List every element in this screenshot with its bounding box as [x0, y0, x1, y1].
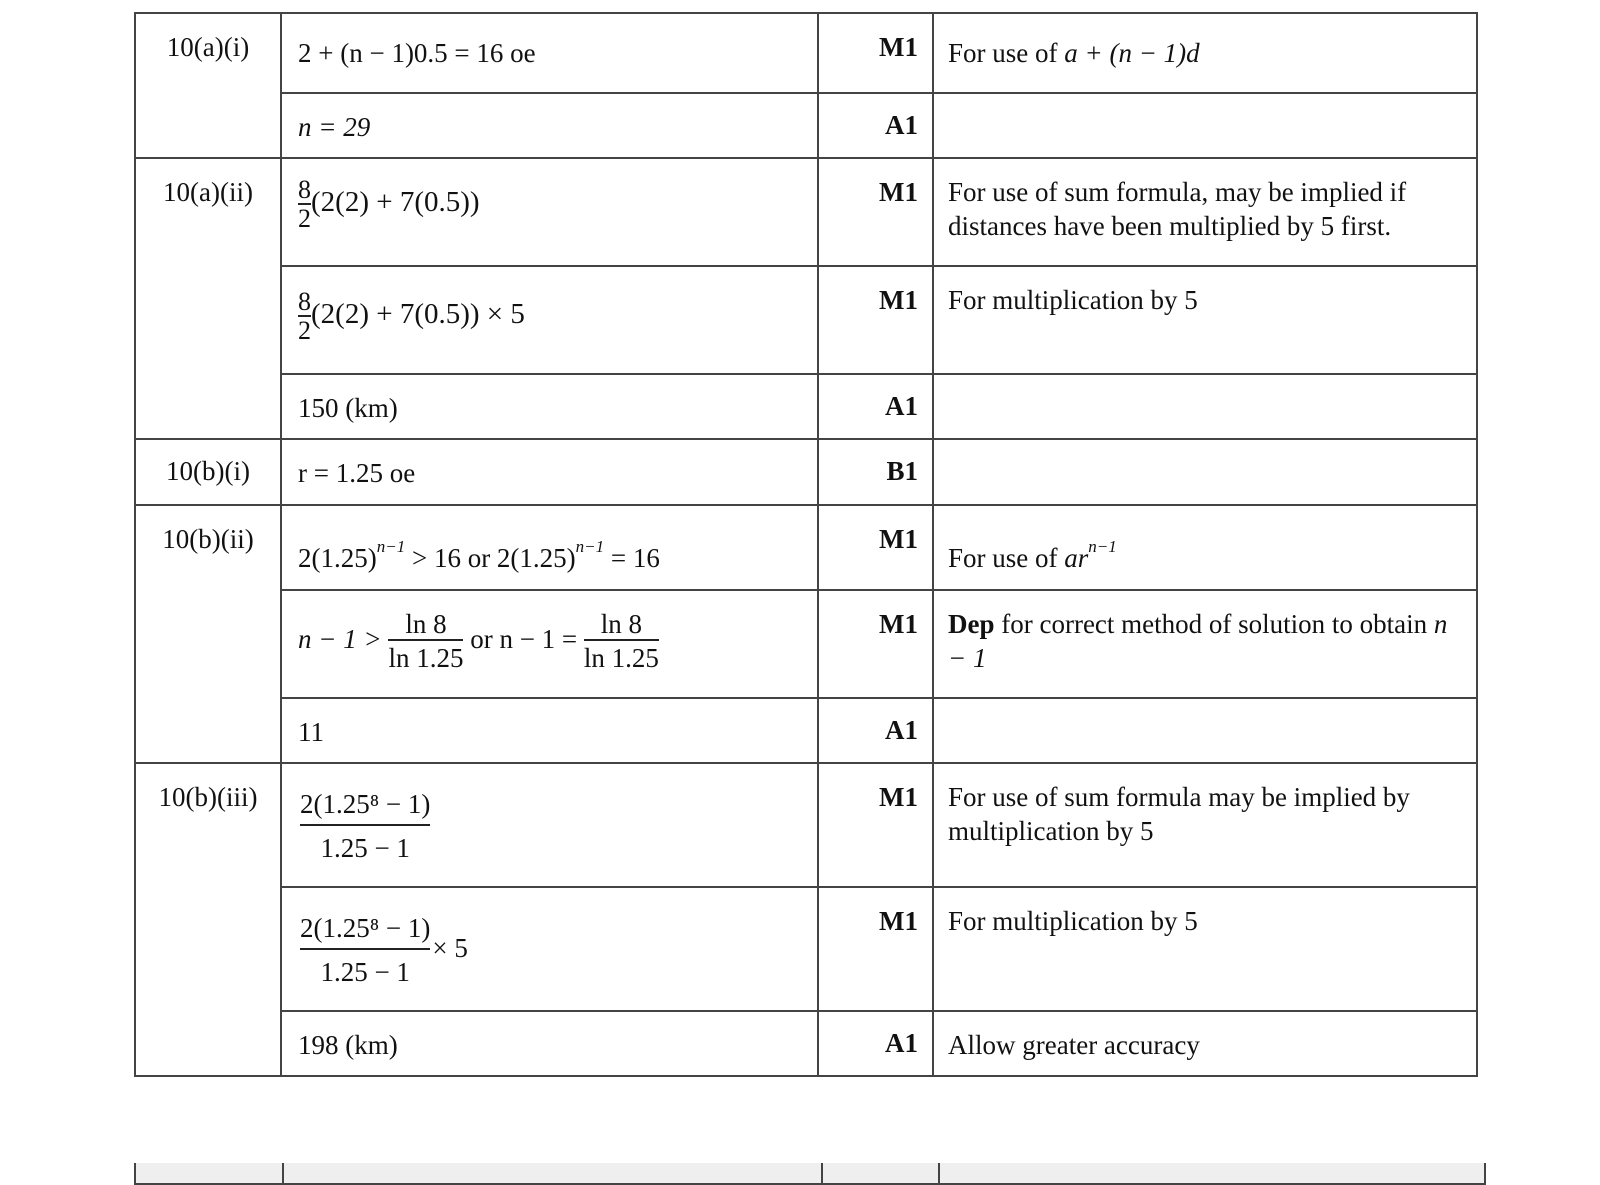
answer-cell	[281, 93, 818, 158]
mark-cell	[818, 698, 933, 763]
guidance-cell	[933, 590, 1477, 698]
mark-cell	[818, 763, 933, 887]
mark-cell	[818, 1011, 933, 1076]
answer-cell	[281, 266, 818, 374]
answer-text: n − 1 > $\frac{\ln 8}{\ln 1.25}$ or n − 1 = $\frac{\ln 8}{\ln 1.25}$	[298, 609, 659, 673]
mark: M1	[879, 906, 918, 936]
guidance-text: For use of	[948, 543, 1065, 573]
table-row	[135, 93, 1477, 158]
answer-text: 11	[298, 717, 324, 747]
question-number: 10(a)(ii)	[163, 177, 253, 207]
table-row	[135, 505, 1477, 590]
guidance-cell	[933, 374, 1477, 439]
guidance-text: For multiplication by 5	[948, 906, 1198, 936]
table-row	[135, 439, 1477, 505]
fraction: $\frac{\ln 8}{\ln 1.25}$	[583, 609, 659, 673]
guidance-text: For multiplication by 5	[948, 285, 1198, 315]
answer-cell	[281, 887, 818, 1011]
answer-text: × 5	[432, 933, 468, 964]
mark: A1	[885, 391, 918, 421]
question-cell	[135, 158, 281, 439]
mark: M1	[879, 782, 918, 812]
answer-text: 198 (km)	[298, 1030, 398, 1060]
question-number: 10(b)(iii)	[158, 782, 258, 812]
answer-text: 2 + (n − 1)0.5 = 16 oe	[298, 38, 536, 68]
guidance-cell: For use of $ar^{n-1}$	[933, 505, 1477, 590]
answer-text: $2(1.25)^{n-1} > 16$ or $2(1.25)^{n-1} = 16$	[298, 537, 660, 573]
guidance-math: a + (n − 1)d	[1064, 38, 1200, 68]
fraction: $\frac{\text{2(1.25⁸ − 1)}}{1.25 - 1}$	[298, 908, 432, 994]
table-row	[135, 1011, 1477, 1076]
table-row	[135, 763, 1477, 887]
guidance-cell	[933, 698, 1477, 763]
guidance-cell	[933, 158, 1477, 266]
mark: M1	[879, 32, 918, 62]
mark-cell	[818, 13, 933, 93]
guidance-bold: Dep	[948, 609, 995, 639]
answer-cell	[281, 505, 818, 590]
question-number: 10(b)(ii)	[162, 524, 254, 554]
question-cell	[135, 505, 281, 763]
mark-cell	[818, 158, 933, 266]
question-number: 10(a)(i)	[166, 32, 250, 62]
answer-text: (2(2) + 7(0.5))	[311, 186, 480, 219]
table-row	[135, 374, 1477, 439]
guidance-text: For use of sum formula may be implied by multiplication by 5	[948, 782, 1410, 846]
guidance-cell	[933, 439, 1477, 505]
table-row	[135, 887, 1477, 1011]
question-cell	[135, 439, 281, 505]
mark-scheme-table	[134, 12, 1478, 1077]
guidance-text: For use of	[948, 38, 1065, 68]
table-row	[135, 266, 1477, 374]
mark-cell	[818, 505, 933, 590]
question-cell	[135, 763, 281, 1076]
guidance-text: For use of sum formula, may be implied if distances have been multiplied by 5 first.	[948, 177, 1407, 241]
guidance-cell	[933, 887, 1477, 1011]
mark-cell	[818, 439, 933, 505]
table-row	[135, 13, 1477, 93]
fraction: $\frac{8}{2}$	[298, 175, 311, 233]
mark-cell	[818, 590, 933, 698]
guidance-math: ar	[1064, 543, 1089, 573]
answer-text: n = 29	[298, 112, 371, 142]
guidance-cell	[933, 13, 1477, 93]
guidance-cell	[933, 1011, 1477, 1076]
answer-text: 150 (km)	[298, 393, 398, 423]
answer-cell	[281, 13, 818, 93]
guidance-cell	[933, 763, 1477, 887]
fraction: $\frac{8}{2}$	[298, 287, 311, 345]
guidance-cell	[933, 93, 1477, 158]
answer-cell	[281, 158, 818, 266]
mark-cell	[818, 374, 933, 439]
answer-cell	[281, 374, 818, 439]
answer-cell	[281, 590, 818, 698]
table-row	[135, 590, 1477, 698]
mark: M1	[879, 177, 918, 207]
fraction: $\frac{\ln 8}{\ln 1.25}$	[388, 609, 464, 673]
guidance-text: Allow greater accuracy	[948, 1030, 1200, 1060]
mark: B1	[886, 456, 918, 486]
mark: A1	[885, 1028, 918, 1058]
answer-cell	[281, 1011, 818, 1076]
question-cell	[135, 13, 281, 158]
guidance-text: for correct method of solution to obtain	[994, 609, 1434, 639]
mark: M1	[879, 609, 918, 639]
answer-cell	[281, 439, 818, 505]
mark: A1	[885, 110, 918, 140]
question-number: 10(b)(i)	[166, 456, 250, 486]
mark: M1	[879, 285, 918, 315]
guidance-math: n − 1	[948, 609, 1448, 673]
table-row	[135, 698, 1477, 763]
answer-cell	[281, 698, 818, 763]
table-row	[135, 158, 1477, 266]
answer-text: (2(2) + 7(0.5)) × 5	[311, 298, 525, 331]
mark: A1	[885, 715, 918, 745]
fraction: $\frac{\text{2(1.25⁸ − 1)}}{1.25 - 1}$	[298, 784, 432, 870]
mark: M1	[879, 524, 918, 554]
answer-cell	[281, 763, 818, 887]
answer-text: r = 1.25 oe	[298, 458, 416, 488]
mark-cell	[818, 887, 933, 1011]
guidance-cell	[933, 266, 1477, 374]
mark-cell	[818, 266, 933, 374]
mark-cell	[818, 93, 933, 158]
next-table-fragment	[134, 1163, 1486, 1185]
